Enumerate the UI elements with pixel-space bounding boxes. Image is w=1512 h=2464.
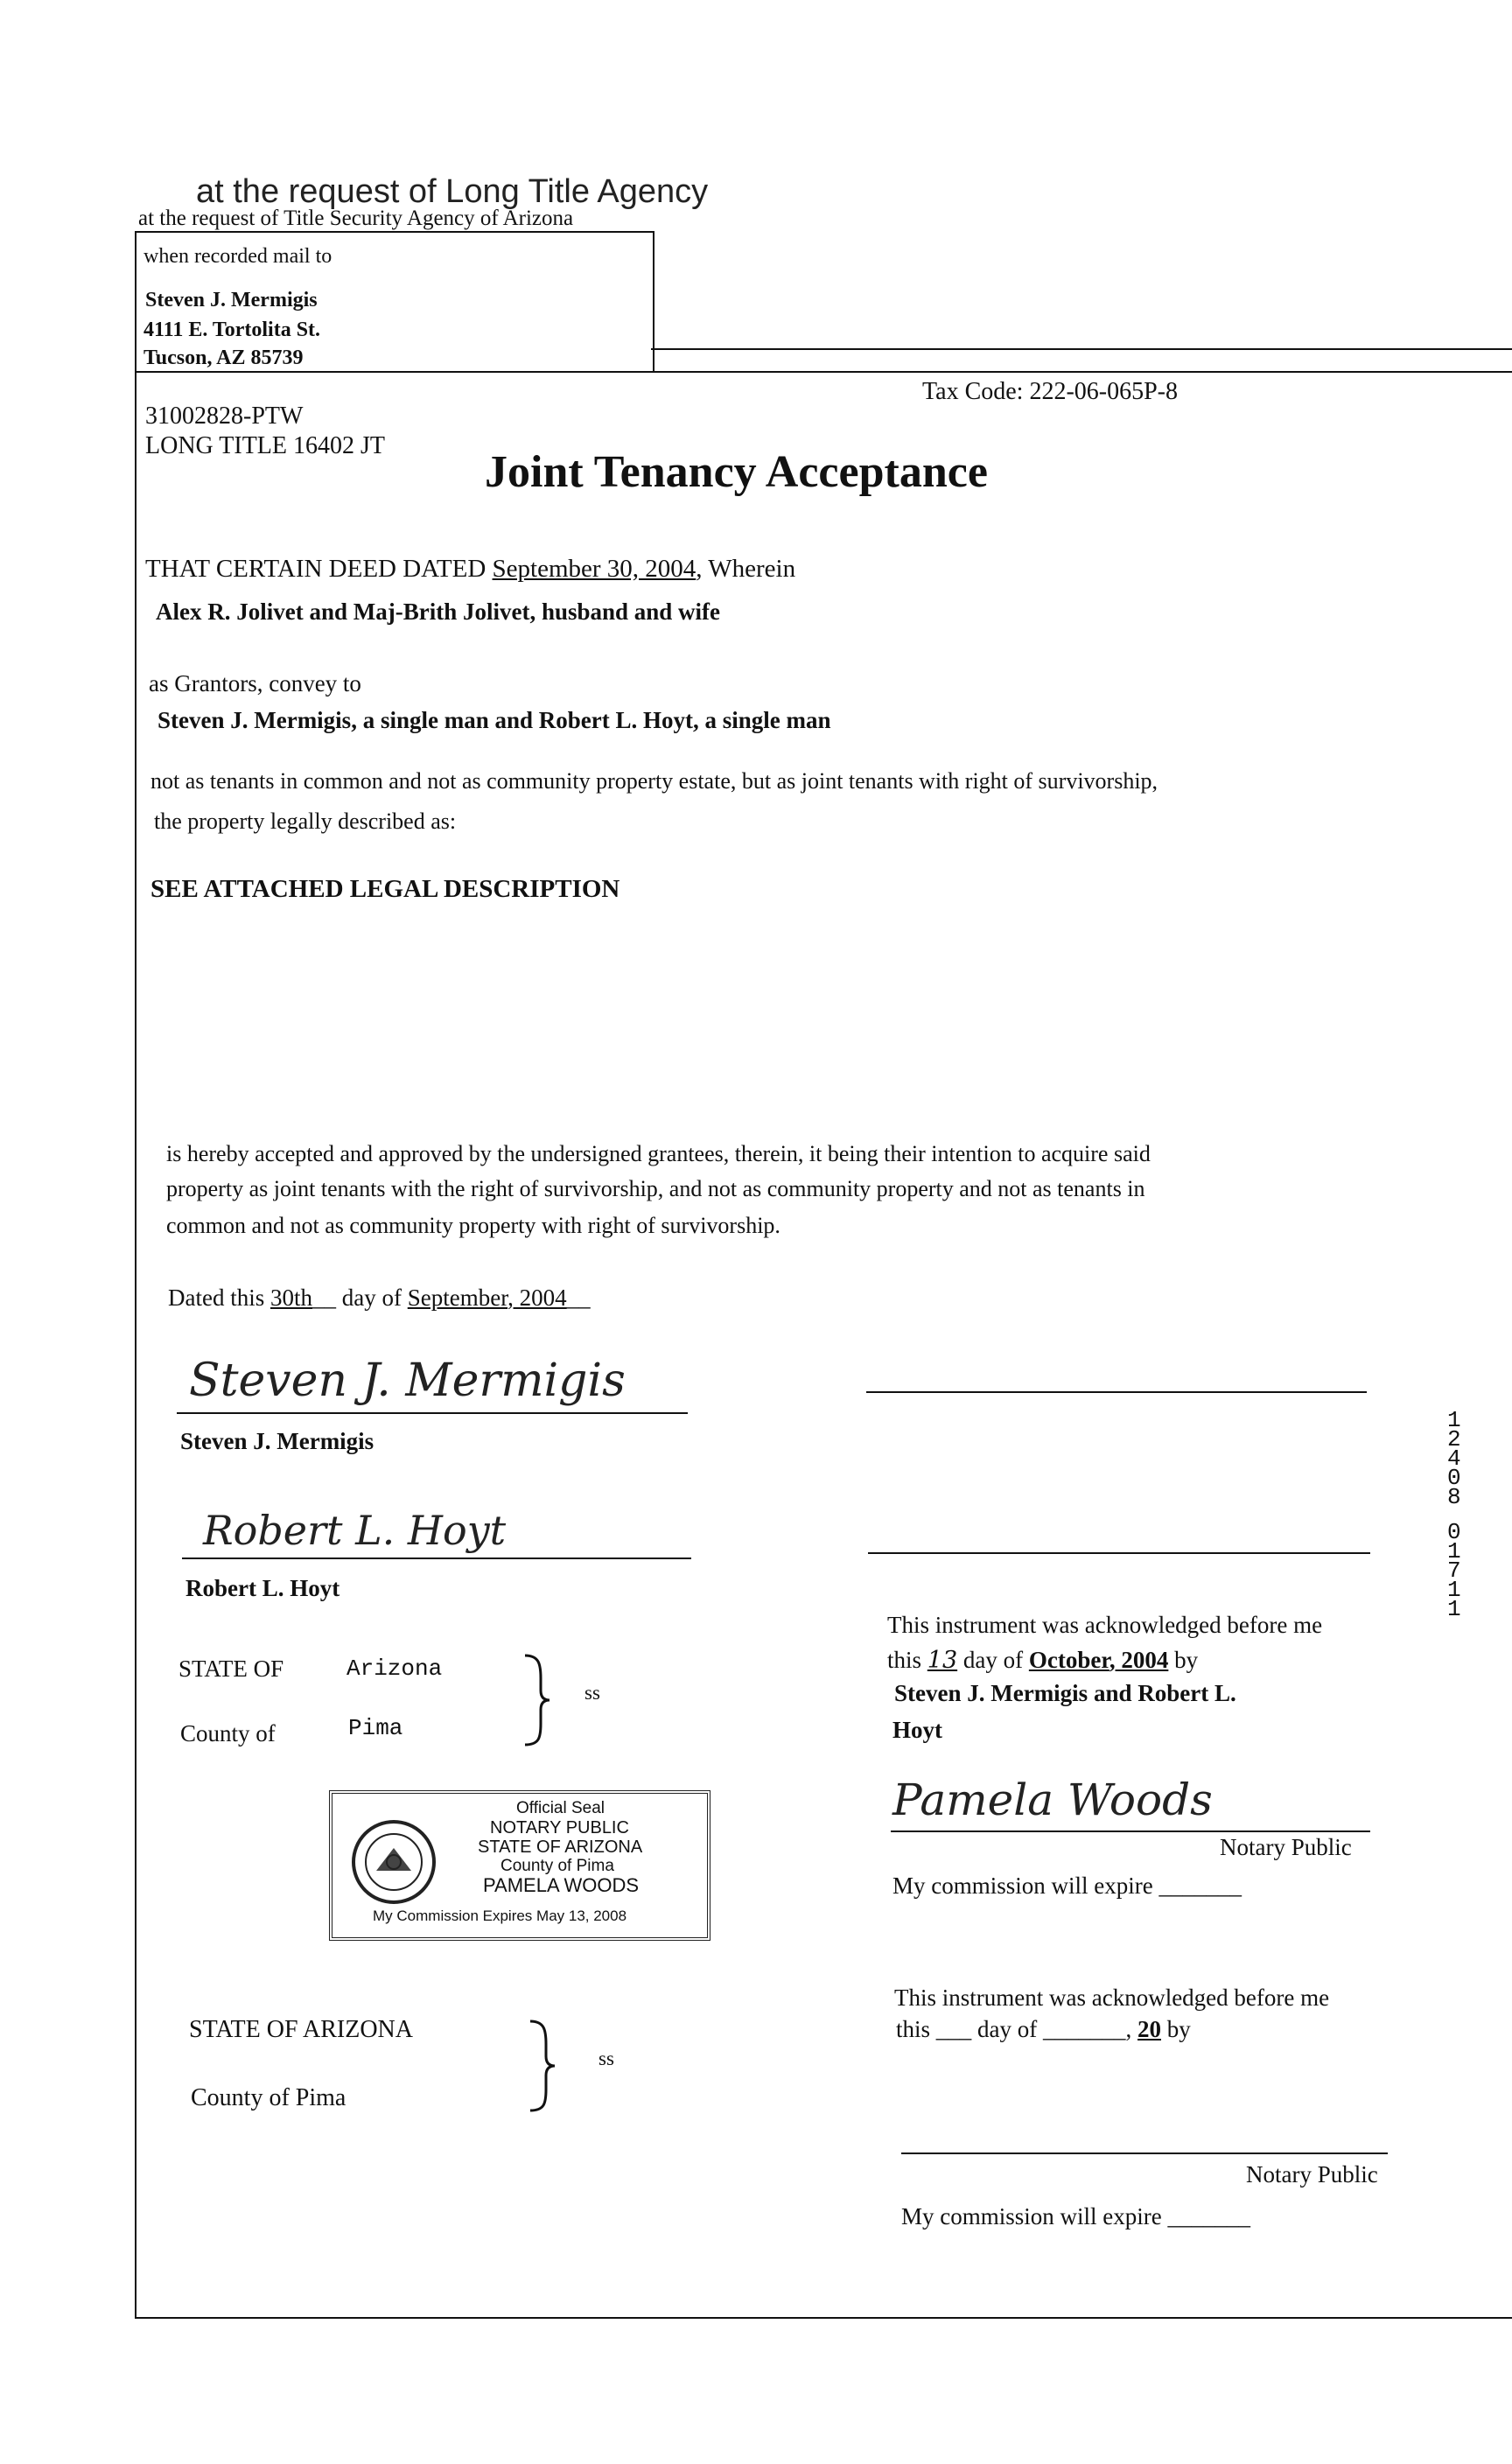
ack2-year: 20 [1138,2016,1161,2042]
ack1-month: October [1028,1647,1110,1673]
ack1-line-1: This instrument was acknowledged before me [887,1612,1323,1638]
request-line: at the request of Title Security Agency of Arizona [138,206,574,230]
document-title: Joint Tenancy Acceptance [485,447,988,497]
mail-label: when recorded mail to [144,245,332,268]
side-digit: 0 [1447,1519,1461,1545]
signature-2-line [182,1558,691,1559]
ack2-line-2-text: this ___ day of _______, [896,2016,1138,2042]
accept-line-3: common and not as community property with right of survivorship. [166,1213,780,1238]
signer-2-name: Robert L. Hoyt [186,1575,340,1601]
overlay-request-text: at the request of Long Title Agency [196,173,709,210]
deed-wherein: , Wherein [696,555,796,583]
signature-4-line [868,1552,1370,1554]
side-digit: 1 [1447,1538,1461,1564]
tax-code: Tax Code: 222-06-065P-8 [922,378,1179,405]
ack1-notary-label: Notary Public [1220,1834,1352,1860]
notary1-line [891,1830,1370,1832]
dated-line: Dated this 30th__ day of September, 2004__ [168,1284,591,1311]
signature-3-line [866,1391,1367,1393]
venue2-ss: ss [598,2048,614,2069]
recording-number [1447,1407,1470,1622]
ack1-expire: My commission will expire _______ [892,1872,1242,1899]
arizona-seal-icon [350,1818,438,1906]
deed-intro: THAT CERTAIN DEED DATED [145,555,486,583]
ack1-year: , 2004 [1109,1647,1169,1673]
ack2-notary-label: Notary Public [1246,2161,1378,2188]
venue1-county-label: County of [180,1720,276,1746]
ack1-line-2 [887,1647,1198,1674]
mail-city: Tucson, AZ 85739 [144,346,304,369]
clause-line-2: the property legally described as: [154,808,457,834]
seal-line-1: Official Seal [516,1799,606,1817]
venue1-ss: ss [584,1682,600,1704]
signature-1: Steven J. Mermigis [189,1354,626,1407]
seal-line-6: My Commission Expires May 13, 2008 [373,1908,627,1924]
side-digit: 8 [1447,1484,1461,1510]
side-digit: 1 [1447,1407,1461,1433]
venue1-county: Pima [348,1715,403,1741]
ack2-expire: My commission will expire _______ [901,2203,1250,2230]
order-number: 31002828-PTW [145,402,304,430]
side-digit: 0 [1447,1465,1461,1491]
seal-line-4: County of Pima [500,1857,614,1875]
notary-signature: Pamela Woods [892,1774,1213,1825]
notary-seal [329,1790,710,1941]
grantees: Steven J. Mermigis, a single man and Robert L. Hoyt, a single man [158,707,831,733]
deed-intro-line [145,555,795,584]
signature-1-line [177,1412,688,1414]
dated-prefix: Dated this [168,1284,265,1311]
ack1-names-2: Hoyt [892,1717,942,1743]
venue1-state-label: STATE OF [178,1656,284,1682]
dated-month: September [407,1284,508,1311]
ack2-by: by [1161,2016,1191,2042]
venue2-county: County of Pima [191,2084,346,2111]
dated-day: 30th [270,1284,312,1311]
dated-dayof: day of [341,1284,402,1311]
notary2-line [901,2152,1388,2154]
accept-line-2: property as joint tenants with the right of survivorship, and not as community property and not as tenants in [166,1176,1145,1201]
venue2-brace-icon [523,2018,558,2114]
ack1-names-1: Steven J. Mermigis and Robert L. [894,1680,1236,1706]
ack2-line-1: This instrument was acknowledged before me [894,1984,1330,2011]
venue1-state: Arizona [346,1656,443,1682]
seal-line-5: PAMELA WOODS [483,1874,640,1896]
mail-name: Steven J. Mermigis [145,289,318,312]
venue1-brace-icon [518,1652,553,1748]
venue2-state: STATE OF ARIZONA [189,2016,413,2043]
convey-line: as Grantors, convey to [149,670,361,696]
mail-street: 4111 E. Tortolita St. [144,318,321,341]
grantors: Alex R. Jolivet and Maj-Brith Jolivet, husband and wife [156,598,721,625]
seal-line-3: STATE OF ARIZONA [478,1838,643,1857]
deed-date: September 30, 2004 [492,555,696,583]
dated-year: , 2004 [508,1284,567,1311]
signer-1-name: Steven J. Mermigis [180,1428,374,1454]
ack1-this: this [887,1647,922,1673]
ack1-day: 13 [927,1647,958,1674]
side-digit: 7 [1447,1558,1461,1584]
accept-line-1: is hereby accepted and approved by the undersigned grantees, therein, it being their intention to acquire said [166,1141,1151,1166]
long-title-ref: LONG TITLE 16402 JT [145,432,385,459]
ack1-by: by [1174,1647,1199,1673]
ack2-line-2 [896,2016,1191,2043]
legal-description: SEE ATTACHED LEGAL DESCRIPTION [150,875,620,903]
signature-2: Robert L. Hoyt [203,1507,507,1554]
top-right-rule [651,348,1512,350]
seal-line-2: NOTARY PUBLIC [490,1818,629,1838]
side-digit: 1 [1447,1577,1461,1603]
ack1-dayof: day of [962,1647,1024,1673]
clause-line-1: not as tenants in common and not as community property estate, but as joint tenants with right of survivorship, [150,768,1158,794]
side-digit: 1 [1447,1596,1461,1622]
side-digit: 4 [1447,1446,1461,1472]
side-digit: 2 [1447,1426,1461,1452]
